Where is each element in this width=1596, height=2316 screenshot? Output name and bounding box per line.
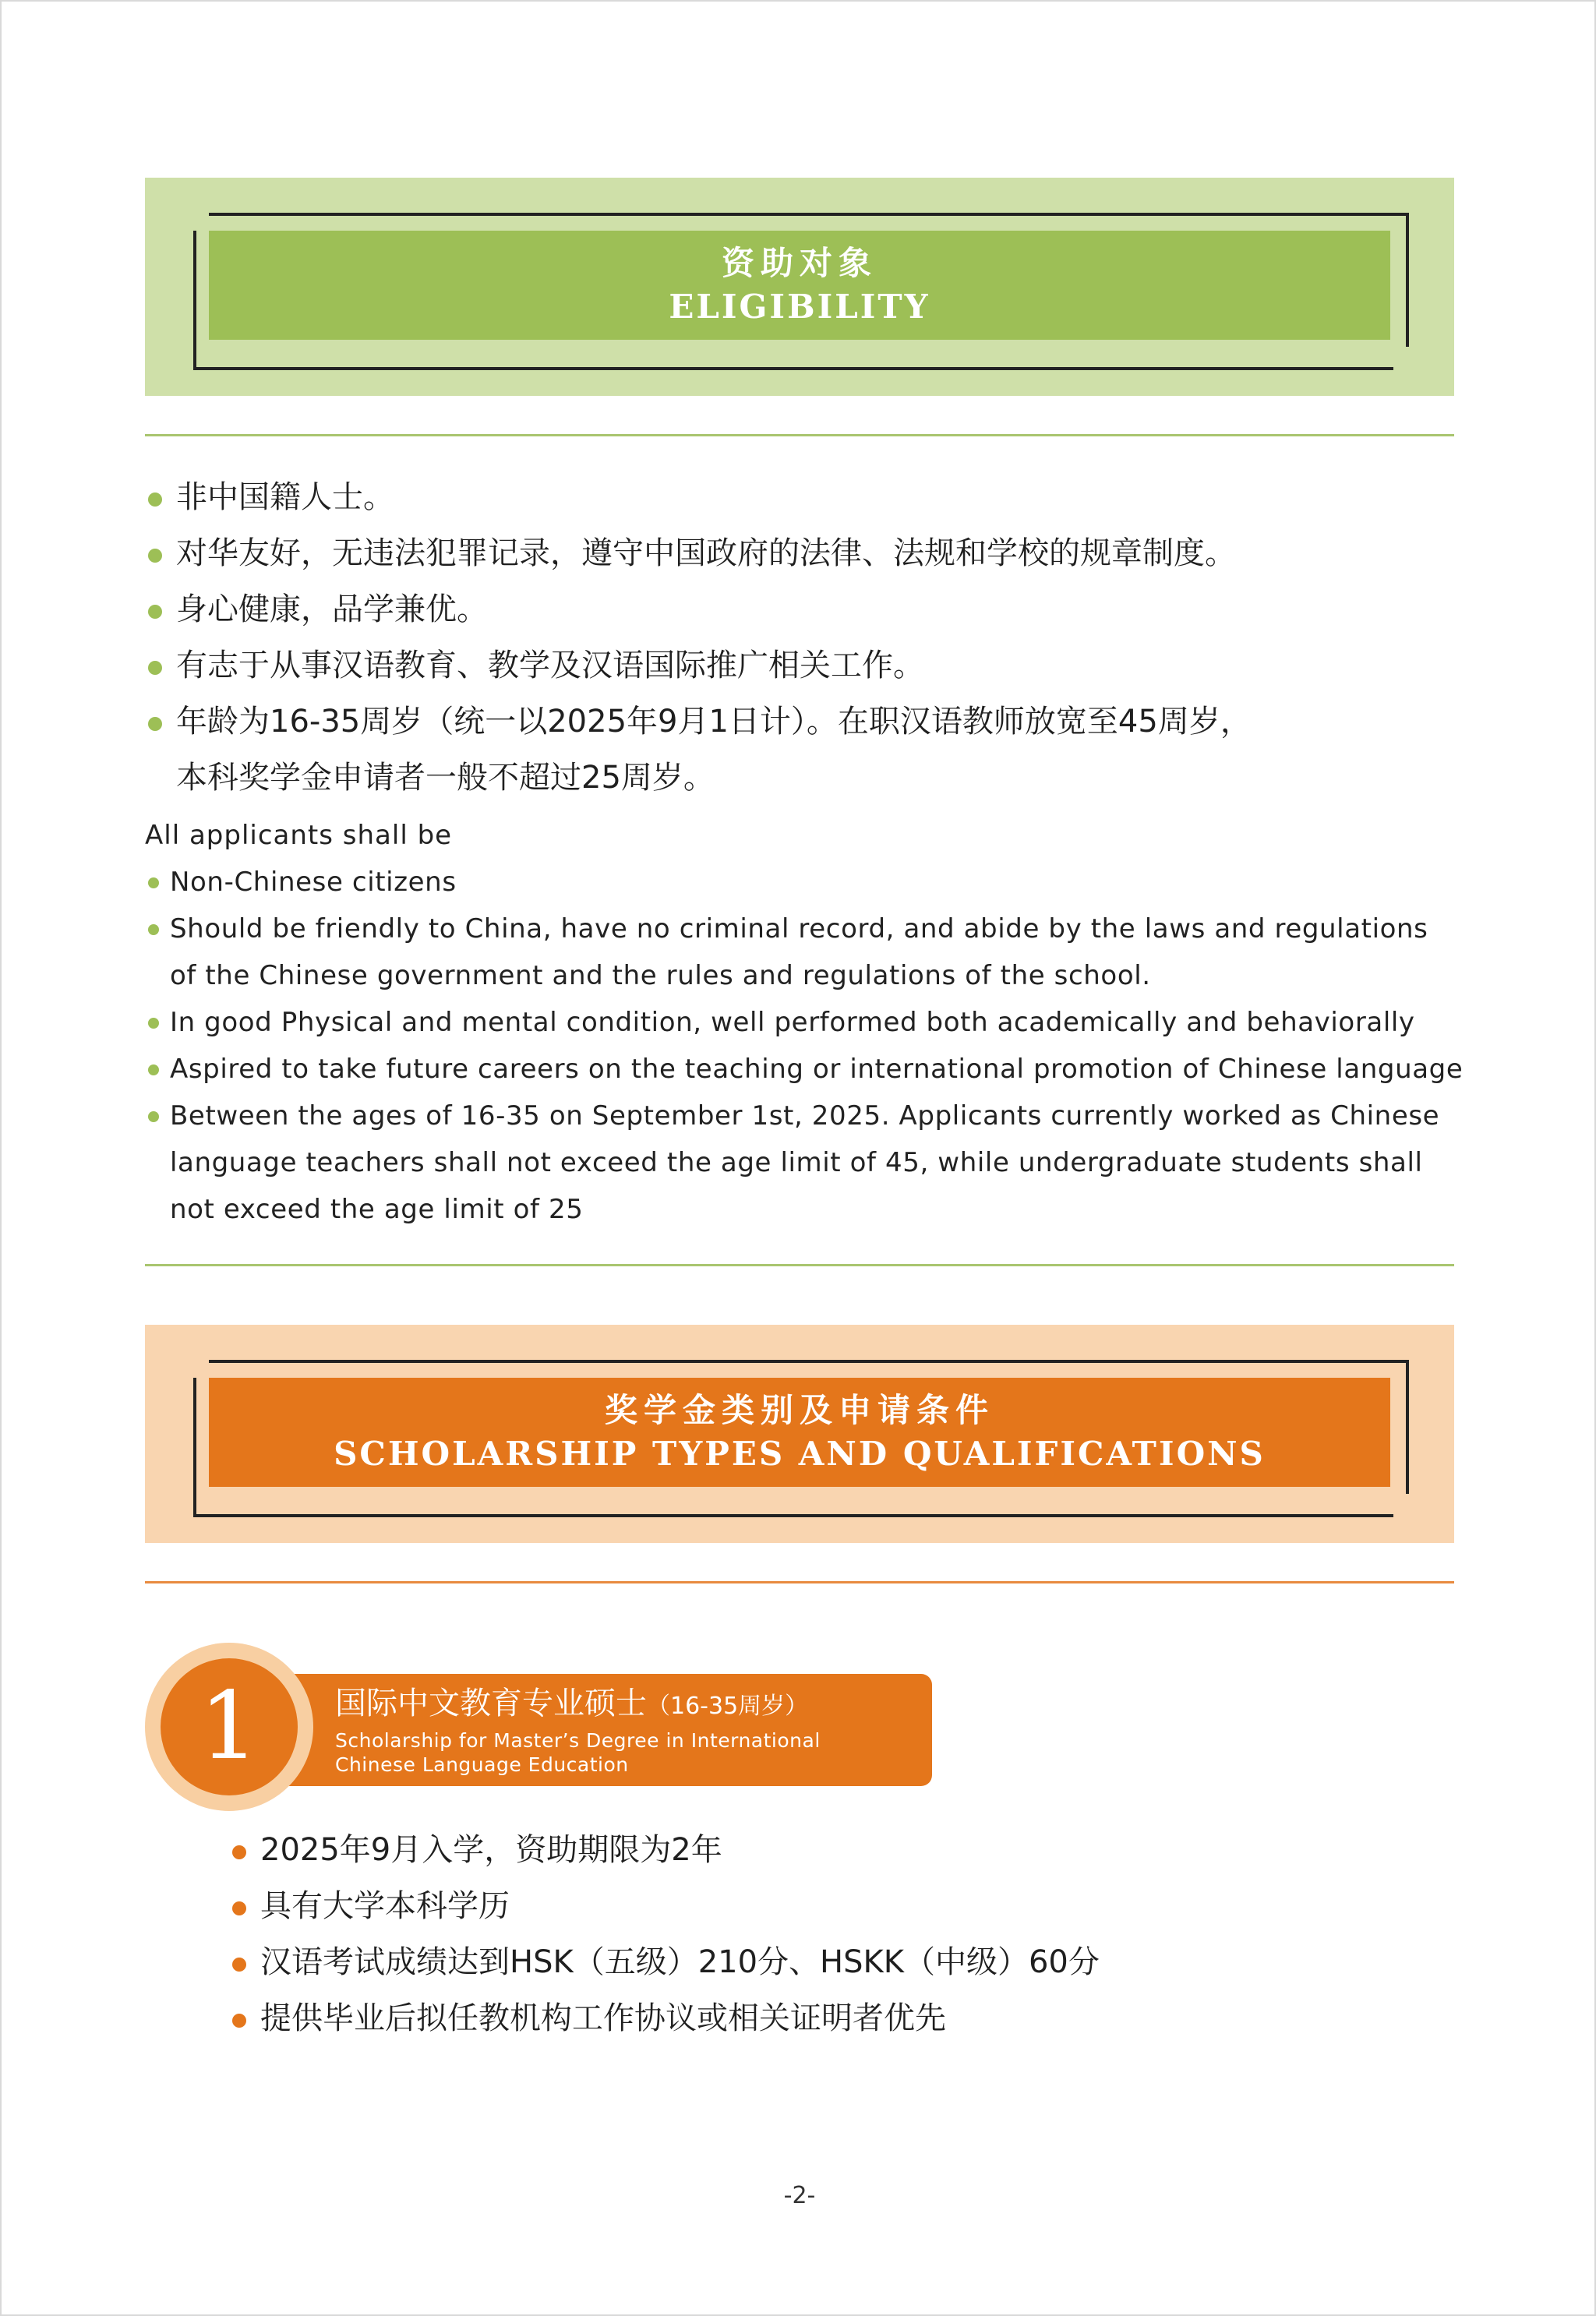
page-number: -2- xyxy=(783,2182,816,2209)
list-item-text: Should be friendly to China, have no criminal record, and abide by the laws and regulations xyxy=(170,913,1428,944)
list-item xyxy=(145,1093,1470,1233)
scholarship-item-1-requirements xyxy=(229,1822,1100,2046)
scholarship-title-en: SCHOLARSHIP TYPES AND QUALIFICATIONS xyxy=(334,1435,1266,1473)
item-title-cn-main: 国际中文教育专业硕士 xyxy=(335,1686,647,1721)
bullet-dot xyxy=(148,549,162,563)
section-divider xyxy=(145,1264,1454,1266)
list-item-text: In good Physical and mental condition, well performed both academically and behaviorally xyxy=(170,1007,1415,1038)
list-item-text: 对华友好，无违法犯罪记录，遵守中国政府的法律、法规和学校的规章制度。 xyxy=(176,535,1236,571)
bullet-dot xyxy=(148,1111,159,1122)
list-item xyxy=(229,1990,1100,2046)
list-item-text: Aspired to take future careers on the teaching or international promotion of Chinese language xyxy=(170,1054,1464,1085)
section-divider xyxy=(145,1581,1454,1583)
list-item xyxy=(145,469,1252,525)
section-divider xyxy=(145,434,1454,436)
bullet-dot xyxy=(148,605,162,619)
list-item xyxy=(145,859,1470,906)
scholarship-title-cn: 奖学金类别及申请条件 xyxy=(604,1391,994,1429)
bullet-dot xyxy=(232,1958,246,1972)
list-item-text: Between the ages of 16-35 on September 1st, 2025. Applicants currently worked as Chinese xyxy=(170,1100,1440,1132)
list-item-text: 2025年9月入学，资助期限为2年 xyxy=(260,1832,722,1868)
item-age-note: （16-35周岁） xyxy=(647,1693,809,1720)
item-title-en-line2: Chinese Language Education xyxy=(335,1753,629,1776)
eligibility-title-cn: 资助对象 xyxy=(721,244,877,282)
scholarship-item-1-header xyxy=(145,1643,932,1814)
list-item-text-continued: 本科奖学金申请者一般不超过25周岁。 xyxy=(176,760,715,796)
bullet-dot xyxy=(148,1018,159,1029)
list-item xyxy=(229,1878,1100,1934)
bullet-dot xyxy=(148,717,162,731)
list-item-text: 具有大学本科学历 xyxy=(260,1888,510,1924)
eligibility-en-list xyxy=(145,859,1470,1233)
list-item xyxy=(229,1934,1100,1990)
bullet-dot xyxy=(148,924,159,935)
bullet-dot xyxy=(232,2014,246,2028)
bullet-dot xyxy=(148,661,162,675)
list-item-text: 提供毕业后拟任教机构工作协议或相关证明者优先 xyxy=(260,2000,946,2036)
bullet-dot xyxy=(232,1901,246,1915)
bullet-dot xyxy=(148,877,159,888)
scholarship-title-bar xyxy=(209,1378,1390,1487)
item-title-en-line1: Scholarship for Master’s Degree in International xyxy=(335,1729,821,1752)
bullet-dot xyxy=(148,493,162,507)
list-item xyxy=(145,694,1252,806)
item-number-badge xyxy=(145,1643,313,1811)
list-item-text-continued: of the Chinese government and the rules and regulations of the school. xyxy=(170,960,1151,991)
list-item-text-continued: not exceed the age limit of 25 xyxy=(170,1194,584,1225)
list-item-text-continued: language teachers shall not exceed the age limit of 45, while undergraduate students shall xyxy=(170,1147,1423,1178)
list-item xyxy=(145,1046,1470,1093)
list-item xyxy=(145,525,1252,581)
list-item-text: 有志于从事汉语教育、教学及汉语国际推广相关工作。 xyxy=(176,648,924,683)
list-item xyxy=(145,906,1470,999)
list-item xyxy=(145,999,1470,1046)
list-item xyxy=(145,581,1252,637)
item-number: 1 xyxy=(161,1658,298,1795)
eligibility-en-intro: All applicants shall be xyxy=(145,820,453,851)
list-item-text: 非中国籍人士。 xyxy=(176,479,394,515)
list-item-text: Non-Chinese citizens xyxy=(170,867,457,898)
bullet-dot xyxy=(148,1064,159,1075)
item-title-cn xyxy=(335,1682,821,1728)
scholarship-banner xyxy=(145,1325,1454,1543)
eligibility-cn-list xyxy=(145,469,1252,806)
list-item-text: 年龄为16-35周岁（统一以2025年9月1日计）。在职汉语教师放宽至45周岁， xyxy=(176,704,1252,740)
list-item-text: 身心健康，品学兼优。 xyxy=(176,591,488,627)
item-title-text xyxy=(335,1682,821,1777)
eligibility-title-en: ELIGIBILITY xyxy=(669,288,930,326)
eligibility-banner xyxy=(145,178,1454,396)
list-item xyxy=(229,1822,1100,1878)
bullet-dot xyxy=(232,1845,246,1859)
eligibility-title-bar xyxy=(209,231,1390,340)
list-item xyxy=(145,637,1252,694)
list-item-text: 汉语考试成绩达到HSK（五级）210分、HSKK（中级）60分 xyxy=(260,1944,1100,1980)
